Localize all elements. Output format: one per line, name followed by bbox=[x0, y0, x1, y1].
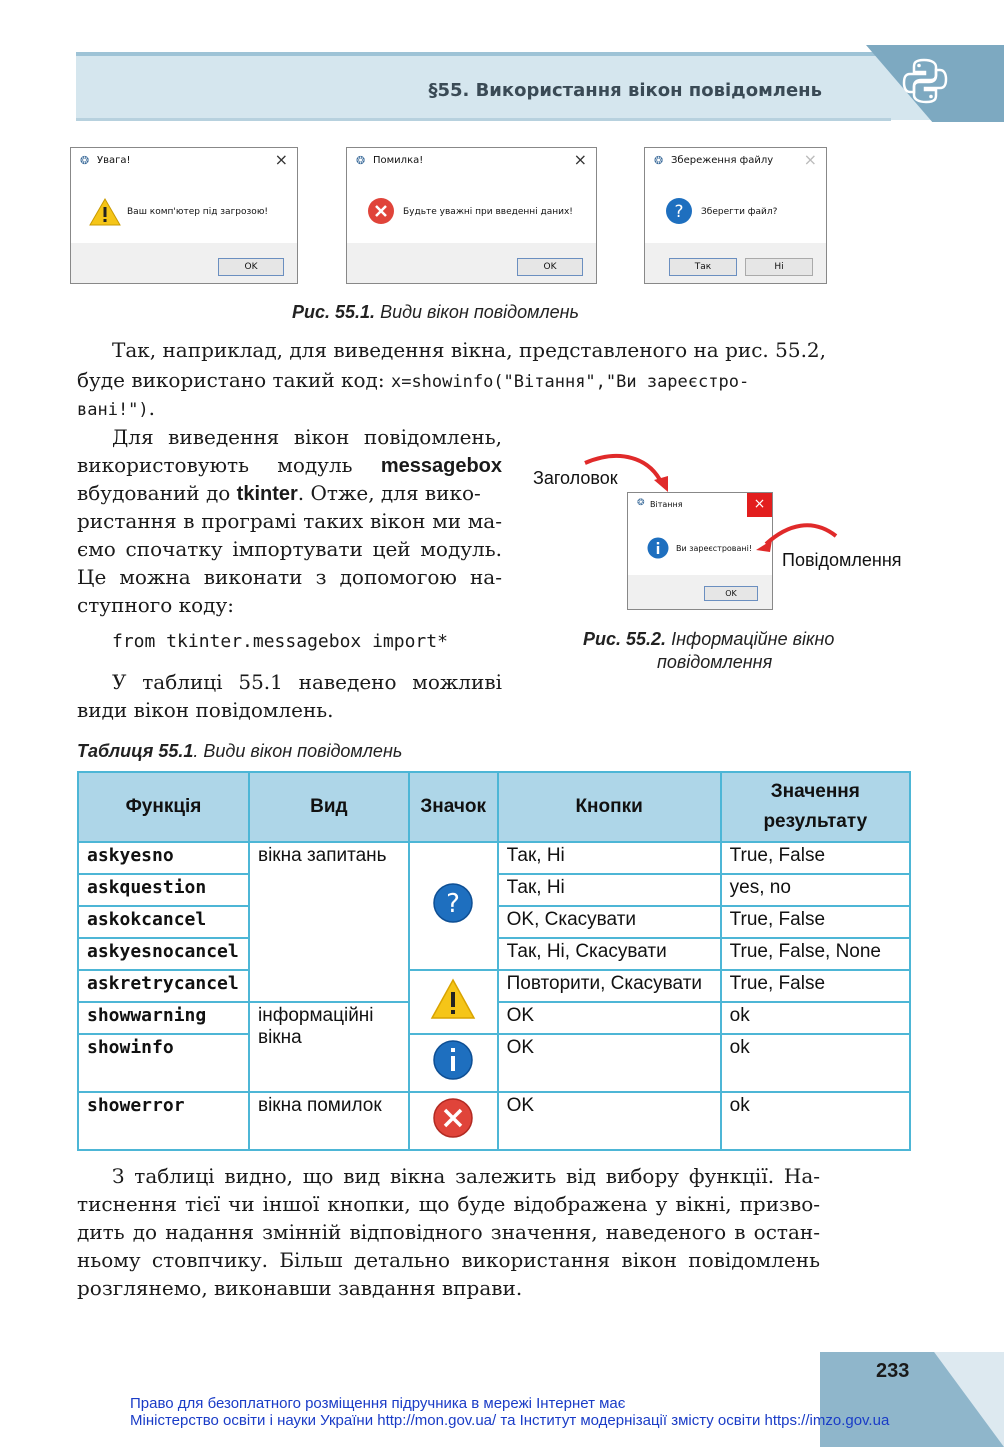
close-icon[interactable]: × bbox=[747, 493, 772, 517]
kind-cell: вікна помилок bbox=[249, 1092, 409, 1150]
page-number: 233 bbox=[876, 1360, 910, 1382]
title-arrow-icon bbox=[580, 448, 680, 498]
dialog-message: Будьте уважні при введенні даних! bbox=[403, 207, 573, 217]
paragraph-line: Для виведення вікон повідомлень, bbox=[112, 425, 502, 449]
dialog-title: Збереження файлу bbox=[671, 155, 774, 166]
ok-button[interactable]: OK bbox=[218, 258, 284, 276]
buttons-cell: Повторити, Скасувати bbox=[498, 970, 721, 1002]
column-header: Вид bbox=[249, 772, 409, 842]
warning-icon bbox=[89, 198, 121, 226]
feather-icon: ❂ bbox=[80, 154, 90, 167]
table-caption: Таблиця 55.1. Види вікон повідомлень bbox=[77, 741, 403, 761]
figure-caption-55-1: Рис. 55.1. Види вікон повідомлень bbox=[292, 302, 579, 322]
message-arrow-icon bbox=[748, 518, 843, 558]
table-row bbox=[78, 970, 910, 1002]
no-button[interactable]: Ні bbox=[745, 258, 813, 276]
icon-cell bbox=[409, 970, 498, 1034]
dialog-title: Увага! bbox=[97, 155, 131, 166]
info-icon bbox=[432, 1039, 474, 1081]
buttons-cell: OK bbox=[498, 1092, 721, 1150]
function-cell: askokcancel bbox=[78, 906, 249, 938]
buttons-cell: OK, Скасувати bbox=[498, 906, 721, 938]
paragraph-line: У таблиці 55.1 наведено можливі bbox=[112, 670, 502, 694]
buttons-cell: OK bbox=[498, 1002, 721, 1034]
column-header: Значок bbox=[409, 772, 498, 842]
dialog-titlebar bbox=[71, 148, 297, 174]
dialog-message: Ви зареєстровані! bbox=[676, 544, 753, 553]
paragraph-line: використовують модуль messagebox bbox=[77, 453, 502, 477]
question-dialog bbox=[644, 147, 827, 284]
warning-icon bbox=[430, 978, 476, 1020]
paragraph-line: З таблиці видно, що вид вікна залежить від вибору функції. На- bbox=[112, 1164, 820, 1188]
function-cell: askyesno bbox=[78, 842, 249, 874]
paragraph-line: вані!"). bbox=[77, 396, 156, 420]
table-header-row bbox=[78, 772, 910, 842]
close-icon[interactable]: × bbox=[803, 150, 817, 169]
buttons-cell: OK bbox=[498, 1034, 721, 1092]
ok-button[interactable]: OK bbox=[704, 586, 758, 601]
paragraph-line: дить до надання змінній відповідного значення, наведеного в остан- bbox=[77, 1220, 820, 1244]
message-label: Повідомлення bbox=[782, 550, 902, 570]
figure-caption-55-2-line2: повідомлення bbox=[657, 652, 773, 672]
buttons-cell: Так, Ні bbox=[498, 874, 721, 906]
column-header: Функція bbox=[78, 772, 249, 842]
paragraph-line: ємо спочатку імпортувати цей модуль. bbox=[77, 537, 502, 561]
column-header: Значення результату bbox=[721, 772, 910, 842]
rights-line: Право для безоплатного розміщення підручника в мережі Інтернет має bbox=[130, 1395, 626, 1412]
table-row bbox=[78, 1034, 910, 1092]
close-icon[interactable]: × bbox=[573, 150, 587, 169]
rights-line: Міністерство освіти і науки України http://mon.gov.ua/ та Інститут модернізації змісту освіти https://imzo.gov.ua bbox=[130, 1412, 890, 1429]
paragraph-line: вбудований до tkinter. Отже, для вико- bbox=[77, 481, 481, 505]
inline-code: вані!") bbox=[77, 400, 149, 420]
svg-text:?: ? bbox=[674, 202, 684, 222]
dialog-title: Помилка! bbox=[373, 155, 424, 166]
message-types-table bbox=[77, 771, 911, 1151]
paragraph-line: тиснення тієї чи іншої кнопки, що буде відображена у вікні, призво- bbox=[77, 1192, 820, 1216]
title-label: Заголовок bbox=[533, 468, 618, 488]
yes-button[interactable]: Так bbox=[669, 258, 737, 276]
result-cell: yes, no bbox=[721, 874, 910, 906]
result-cell: True, False, None bbox=[721, 938, 910, 970]
function-cell: showerror bbox=[78, 1092, 249, 1150]
ok-button[interactable]: OK bbox=[517, 258, 583, 276]
function-cell: showinfo bbox=[78, 1034, 249, 1092]
warning-dialog bbox=[70, 147, 298, 284]
info-icon bbox=[647, 537, 669, 559]
function-cell: showwarning bbox=[78, 1002, 249, 1034]
figure-caption-55-2: Рис. 55.2. Інформаційне вікно bbox=[583, 629, 835, 649]
section-title: §55. Використання вікон повідомлень bbox=[428, 80, 822, 101]
dialog-message: Ваш комп'ютер під загрозою! bbox=[127, 207, 268, 217]
result-cell: True, False bbox=[721, 970, 910, 1002]
header-divider bbox=[76, 118, 891, 121]
svg-text:?: ? bbox=[446, 889, 461, 919]
icon-cell bbox=[409, 1092, 498, 1150]
paragraph-line: розглянемо, виконавши завдання вправи. bbox=[77, 1276, 523, 1300]
paragraph-line: буде використано такий код: x=showinfo("Вітання","Ви зареєстро- bbox=[77, 368, 750, 392]
error-icon bbox=[367, 197, 395, 225]
error-icon bbox=[432, 1097, 474, 1139]
question-icon bbox=[432, 882, 474, 924]
feather-icon: ❂ bbox=[654, 154, 664, 167]
close-icon[interactable]: × bbox=[274, 150, 288, 169]
paragraph-line: Це можна виконати з допомогою на- bbox=[77, 565, 502, 589]
dialog-titlebar bbox=[645, 148, 826, 174]
dialog-title: Вітання bbox=[650, 500, 683, 509]
function-cell: askquestion bbox=[78, 874, 249, 906]
result-cell: ok bbox=[721, 1002, 910, 1034]
paragraph-line: ристання в програмі таких вікон ми ма- bbox=[77, 509, 502, 533]
inline-code: x=showinfo("Вітання","Ви зареєстро- bbox=[390, 372, 750, 392]
dialog-titlebar bbox=[347, 148, 596, 174]
column-header: Кнопки bbox=[498, 772, 721, 842]
feather-icon: ❂ bbox=[356, 154, 366, 167]
icon-cell bbox=[409, 1034, 498, 1092]
result-cell: ok bbox=[721, 1034, 910, 1092]
kind-cell: інформаційні вікна bbox=[249, 1002, 409, 1092]
paragraph-line: ньому стовпчику. Більш детально використання вікон повідомлень bbox=[77, 1248, 820, 1272]
result-cell: True, False bbox=[721, 842, 910, 874]
table-row bbox=[78, 1092, 910, 1150]
question-icon bbox=[665, 197, 693, 225]
paragraph-line: Так, наприклад, для виведення вікна, представленого на рис. 55.2, bbox=[112, 338, 827, 362]
kind-cell: вікна запитань bbox=[249, 842, 409, 1002]
buttons-cell: Так, Ні, Скасувати bbox=[498, 938, 721, 970]
result-cell: ok bbox=[721, 1092, 910, 1150]
result-cell: True, False bbox=[721, 906, 910, 938]
paragraph-line: види вікон повідомлень. bbox=[77, 698, 334, 722]
function-cell: askyesnocancel bbox=[78, 938, 249, 970]
import-code: from tkinter.messagebox import* bbox=[112, 631, 448, 652]
buttons-cell: Так, Ні bbox=[498, 842, 721, 874]
dialog-message: Зберегти файл? bbox=[701, 207, 778, 217]
table-row bbox=[78, 842, 910, 874]
error-dialog bbox=[346, 147, 597, 284]
icon-cell bbox=[409, 842, 498, 970]
feather-icon: ❂ bbox=[637, 498, 645, 508]
python-logo-icon bbox=[900, 56, 950, 106]
function-cell: askretrycancel bbox=[78, 970, 249, 1002]
paragraph-line: ступного коду: bbox=[77, 593, 234, 617]
